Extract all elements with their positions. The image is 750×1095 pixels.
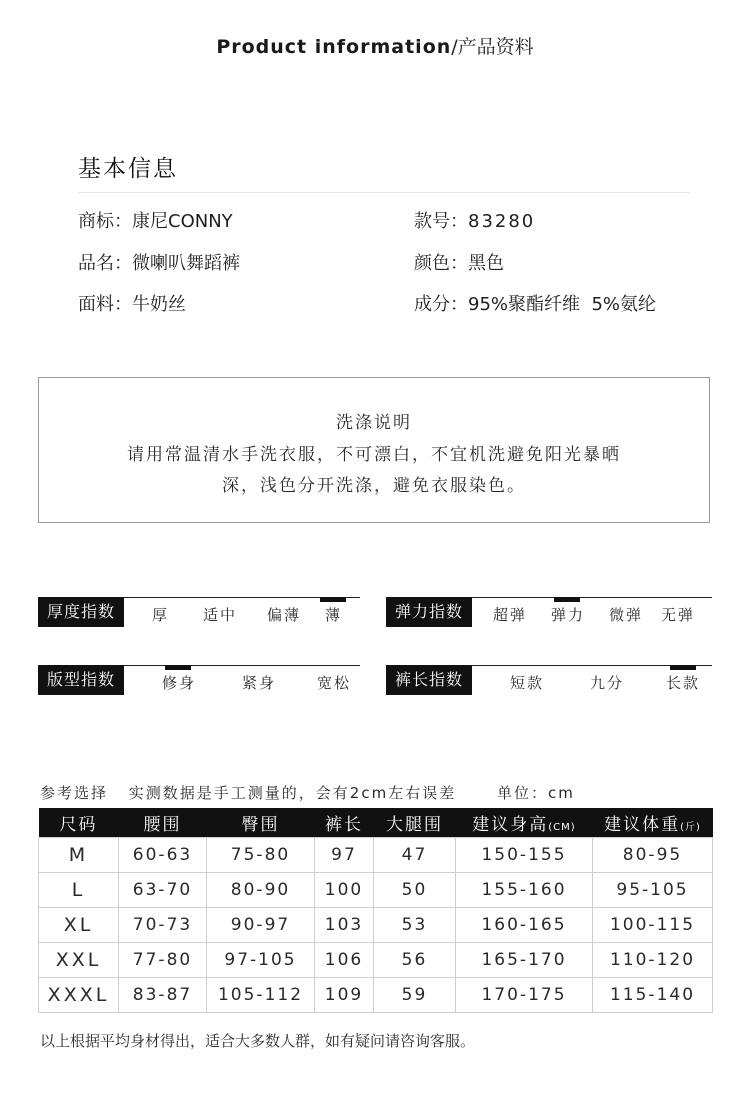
header-length: 裤长 [315,808,374,838]
thickness-option: 厚 [152,606,170,624]
table-cell: 150-155 [456,838,593,873]
table-cell: 100 [315,873,374,908]
table-cell: 115-140 [593,978,713,1013]
length-index-label: 裤长指数 [386,665,472,695]
info-style-no [414,207,535,233]
size-table-header [39,808,713,838]
size-cell: XXXL [39,978,119,1013]
thickness-option: 偏薄 [267,606,302,624]
title-zh: /产品资料 [451,36,534,58]
table-row [39,978,713,1013]
size-cell: XXL [39,943,119,978]
table-cell: 95-105 [593,873,713,908]
table-row [39,908,713,943]
table-cell: 80-90 [207,873,315,908]
length-option: 九分 [590,674,625,692]
wash-line-2: 深，浅色分开洗涤，避免衣服染色。 [222,476,526,496]
table-cell: 105-112 [207,978,315,1013]
table-cell: 80-95 [593,838,713,873]
table-cell: 50 [374,873,456,908]
info-label: 款号： [414,211,468,232]
info-value: 牛奶丝 [132,294,186,315]
elasticity-option: 微弹 [609,606,644,624]
page-title [0,32,750,59]
table-cell: 60-63 [119,838,207,873]
table-cell: 75-80 [207,838,315,873]
table-cell: 106 [315,943,374,978]
header-weight-label: 建议体重 [604,815,681,835]
info-label: 颜色： [414,253,468,274]
header-size: 尺码 [39,808,119,838]
table-cell: 110-120 [593,943,713,978]
selected-marker [165,665,191,670]
table-cell: 90-97 [207,908,315,943]
size-note-prefix: 参考选择 [40,784,109,802]
info-composition [414,290,656,316]
table-cell: 56 [374,943,456,978]
info-product-name [78,249,240,275]
size-cell: L [39,873,119,908]
wash-line-1: 请用常温清水手洗衣服，不可漂白，不宜机洗避免阳光暴晒 [127,445,621,465]
size-cell: M [39,838,119,873]
selected-marker [320,597,346,602]
table-cell: 47 [374,838,456,873]
header-waist: 腰围 [119,808,207,838]
thickness-option-selected: 薄 [325,606,343,624]
table-cell: 170-175 [456,978,593,1013]
table-row [39,873,713,908]
header-hip: 臀围 [207,808,315,838]
wash-instructions-box [38,377,710,523]
elasticity-index-label: 弹力指数 [386,597,472,627]
table-cell: 97-105 [207,943,315,978]
elasticity-option: 超弹 [493,606,528,624]
elasticity-option-selected: 弹力 [551,606,586,624]
info-value: 微喇叭舞蹈裤 [132,253,240,274]
title-en: Product information [216,36,452,58]
table-row [39,838,713,873]
thickness-option: 适中 [203,606,238,624]
header-weight-unit: (斤) [680,822,701,833]
info-value: 康尼CONNY [132,211,233,232]
table-cell: 59 [374,978,456,1013]
table-cell: 100-115 [593,908,713,943]
table-cell: 103 [315,908,374,943]
selected-marker [670,665,696,670]
info-label: 品名： [78,253,132,274]
table-cell: 53 [374,908,456,943]
table-cell: 155-160 [456,873,593,908]
info-color [414,249,504,275]
info-label: 面料： [78,294,132,315]
table-cell: 165-170 [456,943,593,978]
table-cell: 109 [315,978,374,1013]
table-cell: 70-73 [119,908,207,943]
info-label: 成分： [414,294,468,315]
thickness-index-label: 厚度指数 [38,597,124,627]
size-unit: 单位：cm [496,784,575,802]
size-note-text: 实测数据是手工测量的，会有2cm左右误差 [128,784,457,802]
length-option: 短款 [510,674,545,692]
fit-option: 紧身 [242,674,277,692]
header-weight [593,808,713,838]
table-cell: 83-87 [119,978,207,1013]
info-fabric [78,290,186,316]
fit-index-label: 版型指数 [38,665,124,695]
elasticity-option: 无弹 [661,606,696,624]
size-cell: XL [39,908,119,943]
fit-option: 宽松 [317,674,352,692]
fit-option-selected: 修身 [162,674,197,692]
table-cell: 160-165 [456,908,593,943]
table-cell: 97 [315,838,374,873]
header-height [456,808,593,838]
divider [78,192,690,193]
table-row [39,943,713,978]
length-option-selected: 长款 [666,674,701,692]
table-cell: 63-70 [119,873,207,908]
table-cell: 77-80 [119,943,207,978]
info-value: 83280 [468,211,536,232]
info-value: 95%聚酯纤维 5%氨纶 [468,294,657,315]
info-brand [78,207,233,233]
basic-info-heading: 基本信息 [78,156,178,182]
header-thigh: 大腿围 [374,808,456,838]
info-label: 商标： [78,211,132,232]
info-value: 黑色 [468,253,504,274]
selected-marker [554,597,580,602]
size-footnote: 以上根据平均身材得出，适合大多数人群，如有疑问请咨询客服。 [40,1032,476,1050]
size-note [40,782,575,803]
header-height-label: 建议身高 [472,815,549,835]
header-height-unit: (CM) [548,822,576,833]
size-table [38,808,713,1013]
wash-title: 洗涤说明 [336,413,412,433]
